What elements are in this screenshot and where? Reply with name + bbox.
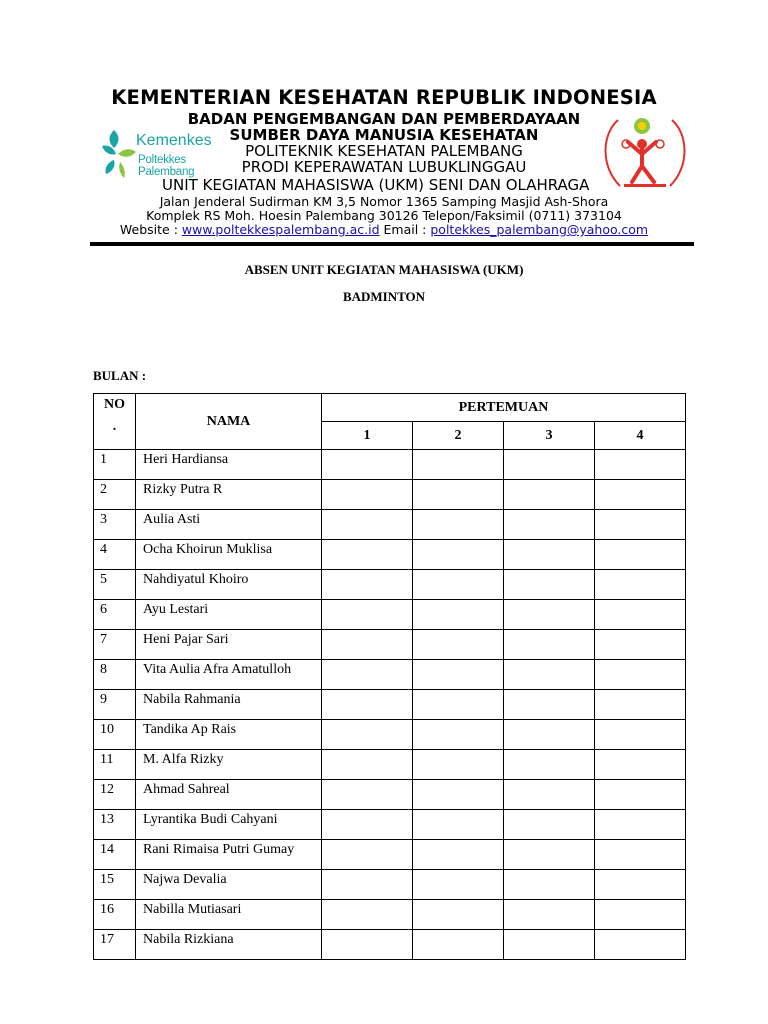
row-number: 8 [94,660,136,690]
attendance-cell[interactable] [504,900,595,930]
table-row [94,750,686,780]
attendance-cell[interactable] [322,510,413,540]
attendance-cell[interactable] [595,510,686,540]
row-number: 15 [94,870,136,900]
table-row [94,570,686,600]
attendance-cell[interactable] [322,750,413,780]
row-number: 10 [94,720,136,750]
student-name: Aulia Asti [136,510,322,540]
kemenkes-emblem-icon [98,126,138,182]
table-row [94,660,686,690]
attendance-cell[interactable] [504,870,595,900]
attendance-cell[interactable] [322,570,413,600]
letterhead-divider [90,242,694,246]
attendance-cell[interactable] [595,630,686,660]
table-row [94,780,686,810]
row-number: 14 [94,840,136,870]
attendance-cell[interactable] [595,540,686,570]
attendance-cell[interactable] [322,780,413,810]
table-row [94,720,686,750]
table-row [94,600,686,630]
attendance-cell[interactable] [504,810,595,840]
attendance-cell[interactable] [322,630,413,660]
attendance-cell[interactable] [504,720,595,750]
attendance-cell[interactable] [595,480,686,510]
attendance-cell[interactable] [504,600,595,630]
student-name: Nabila Rahmania [136,690,322,720]
attendance-cell[interactable] [322,660,413,690]
header-name: NAMA [136,394,322,450]
ukm-logo [598,114,692,194]
attendance-cell[interactable] [413,750,504,780]
row-number: 3 [94,510,136,540]
table-row [94,480,686,510]
attendance-cell[interactable] [413,480,504,510]
attendance-cell[interactable] [595,660,686,690]
month-label: BULAN : [93,368,147,383]
attendance-cell[interactable] [413,570,504,600]
row-number: 13 [94,810,136,840]
attendance-cell[interactable] [413,840,504,870]
attendance-cell[interactable] [322,450,413,480]
table-row [94,630,686,660]
document-title: ABSEN UNIT KEGIATAN MAHASISWA (UKM) [244,262,524,277]
address-line-1: Jalan Jenderal Sudirman KM 3,5 Nomor 1365 Samping Masjid Ash-Shora [159,194,609,209]
student-name: Najwa Devalia [136,870,322,900]
attendance-cell[interactable] [413,720,504,750]
attendance-table [93,393,686,960]
header-meeting-3: 3 [504,422,595,450]
contact-line [0,222,768,237]
student-name: Nabila Rizkiana [136,930,322,960]
document-subtitle: BADMINTON [342,289,426,304]
kemenkes-logo-sub: Poltekkes Palembang [138,154,195,178]
attendance-cell[interactable] [322,480,413,510]
student-name: Heni Pajar Sari [136,630,322,660]
attendance-cell[interactable] [322,840,413,870]
attendance-cell[interactable] [413,870,504,900]
row-number: 9 [94,690,136,720]
attendance-cell[interactable] [504,480,595,510]
row-number: 17 [94,930,136,960]
attendance-cell[interactable] [413,540,504,570]
student-name: M. Alfa Rizky [136,750,322,780]
table-row [94,540,686,570]
student-name: Ayu Lestari [136,600,322,630]
row-number: 4 [94,540,136,570]
kemenkes-logo [98,126,238,182]
agency-line-2: SUMBER DAYA MANUSIA KESEHATAN [229,126,539,144]
attendance-cell[interactable] [595,720,686,750]
ukm-emblem-icon [598,114,692,194]
agency-line-1: BADAN PENGEMBANGAN DAN PEMBERDAYAAN [187,110,581,128]
attendance-cell[interactable] [413,450,504,480]
attendance-cell[interactable] [504,780,595,810]
header-meetings: PERTEMUAN [322,394,686,422]
student-name: Lyrantika Budi Cahyani [136,810,322,840]
student-name: Ahmad Sahreal [136,780,322,810]
table-row [94,690,686,720]
row-number: 12 [94,780,136,810]
row-number: 16 [94,900,136,930]
attendance-cell[interactable] [322,870,413,900]
attendance-cell[interactable] [322,900,413,930]
header-meeting-2: 2 [413,422,504,450]
student-name: Nahdiyatul Khoiro [136,570,322,600]
table-row [94,870,686,900]
attendance-cell[interactable] [504,450,595,480]
attendance-cell[interactable] [595,780,686,810]
row-number: 1 [94,450,136,480]
attendance-cell[interactable] [595,750,686,780]
attendance-cell[interactable] [413,600,504,630]
website-link[interactable]: www.poltekkespalembang.ac.id [181,222,380,237]
table-row [94,840,686,870]
kemenkes-logo-name: Kemenkes [136,132,212,149]
header-meeting-4: 4 [595,422,686,450]
attendance-cell[interactable] [413,690,504,720]
student-name: Ocha Khoirun Muklisa [136,540,322,570]
row-number: 11 [94,750,136,780]
table-row [94,810,686,840]
attendance-cell[interactable] [413,930,504,960]
attendance-cell[interactable] [595,690,686,720]
attendance-cell[interactable] [413,630,504,660]
row-number: 2 [94,480,136,510]
header-meeting-1: 1 [322,422,413,450]
attendance-cell[interactable] [595,870,686,900]
attendance-cell[interactable] [595,900,686,930]
attendance-cell[interactable] [504,540,595,570]
attendance-cell[interactable] [322,930,413,960]
attendance-cell[interactable] [504,930,595,960]
attendance-cell[interactable] [595,570,686,600]
attendance-cell[interactable] [413,510,504,540]
ministry-name: KEMENTERIAN KESEHATAN REPUBLIK INDONESIA [111,86,657,109]
row-number: 6 [94,600,136,630]
attendance-cell[interactable] [595,840,686,870]
table-row [94,930,686,960]
attendance-cell[interactable] [413,900,504,930]
attendance-cell[interactable] [595,450,686,480]
website-label: Website : [119,222,182,237]
table-row [94,450,686,480]
table-row [94,510,686,540]
row-number: 7 [94,630,136,660]
attendance-cell[interactable] [595,930,686,960]
student-name: Rani Rimaisa Putri Gumay [136,840,322,870]
institution-name: POLITEKNIK KESEHATAN PALEMBANG [245,142,523,160]
student-name: Vita Aulia Afra Amatulloh [136,660,322,690]
student-name: Tandika Ap Rais [136,720,322,750]
attendance-cell[interactable] [322,540,413,570]
attendance-cell[interactable] [504,630,595,660]
attendance-cell[interactable] [413,660,504,690]
attendance-cell[interactable] [413,810,504,840]
email-label: Email : [379,222,431,237]
program-name: PRODI KEPERAWATAN LUBUKLINGGAU [241,158,527,176]
attendance-cell[interactable] [504,690,595,720]
student-name: Heri Hardiansa [136,450,322,480]
attendance-cell[interactable] [595,810,686,840]
attendance-cell[interactable] [413,780,504,810]
attendance-cell[interactable] [322,810,413,840]
attendance-cell[interactable] [322,600,413,630]
attendance-cell[interactable] [504,570,595,600]
student-name: Rizky Putra R [136,480,322,510]
attendance-cell[interactable] [504,660,595,690]
attendance-cell[interactable] [322,720,413,750]
student-name: Nabilla Mutiasari [136,900,322,930]
attendance-cell[interactable] [504,510,595,540]
email-link[interactable]: poltekkes_palembang@yahoo.com [430,222,649,237]
attendance-cell[interactable] [504,750,595,780]
unit-name: UNIT KEGIATAN MAHASISWA (UKM) SENI DAN OLAHRAGA [162,176,590,194]
address-line-2: Komplek RS Moh. Hoesin Palembang 30126 Telepon/Faksimil (0711) 373104 [146,208,622,223]
attendance-cell[interactable] [595,600,686,630]
attendance-cell[interactable] [322,690,413,720]
table-row [94,900,686,930]
row-number: 5 [94,570,136,600]
attendance-cell[interactable] [504,840,595,870]
header-no: NO . [94,394,136,450]
